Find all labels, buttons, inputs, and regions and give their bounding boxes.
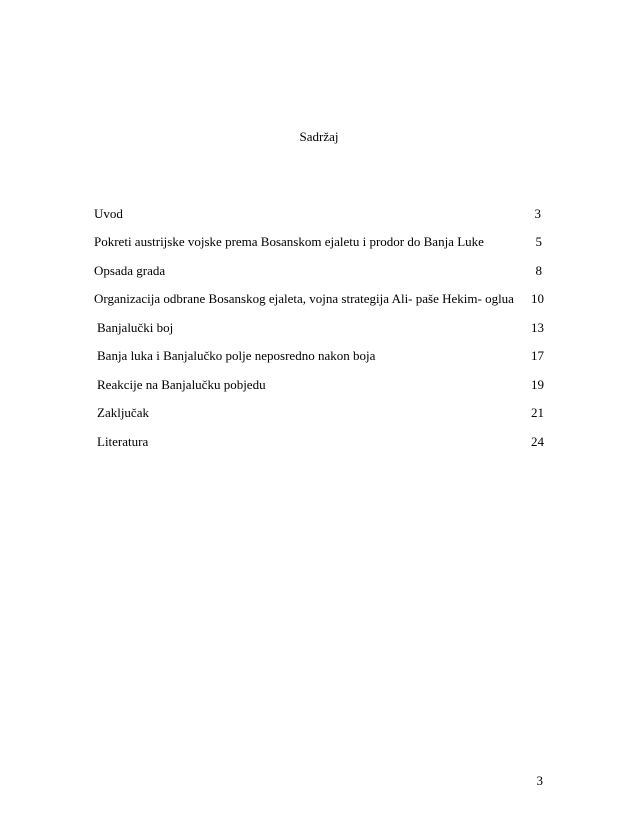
page-title: Sadržaj: [299, 129, 339, 144]
toc-entry-label: Literatura: [97, 434, 149, 449]
toc-entry-page: 13: [531, 320, 544, 335]
toc-entry-label: Pokreti austrijske vojske prema Bosanskom ejaletu i prodor do Banja Luke: [94, 234, 484, 249]
toc-entry-label: Opsada grada: [94, 263, 166, 278]
toc-entry-page: 8: [535, 263, 542, 278]
toc-entry: [0, 377, 638, 393]
toc-entry-label: Reakcije na Banjalučku pobjedu: [97, 377, 266, 392]
toc-entry: [0, 291, 638, 307]
toc-entry-label: Banja luka i Banjalučko polje neposredno nakon boja: [97, 348, 376, 363]
toc-entry-page: 5: [535, 234, 542, 249]
page-number: 3: [536, 773, 543, 788]
toc-entry: [0, 234, 638, 250]
toc-entry-label: Organizacija odbrane Bosanskog ejaleta, vojna strategija Ali- paše Hekim- oglua: [94, 291, 514, 306]
toc-entry: [0, 434, 638, 450]
toc-entry: [0, 263, 638, 279]
toc-entry-page: 10: [531, 291, 544, 306]
toc-entry-page: 17: [531, 348, 544, 363]
toc-entry-page: 3: [534, 206, 541, 221]
toc-entry-page: 24: [531, 434, 544, 449]
toc-entry: [0, 320, 638, 336]
toc-entry: [0, 206, 638, 222]
toc-entry-page: 19: [531, 377, 544, 392]
toc-entry-label: Banjalučki boj: [97, 320, 174, 335]
toc-entry-label: Uvod: [94, 206, 123, 221]
toc-entry: [0, 405, 638, 421]
toc-entry-label: Zaključak: [97, 405, 149, 420]
toc-entry-page: 21: [531, 405, 544, 420]
toc-entry: [0, 348, 638, 364]
